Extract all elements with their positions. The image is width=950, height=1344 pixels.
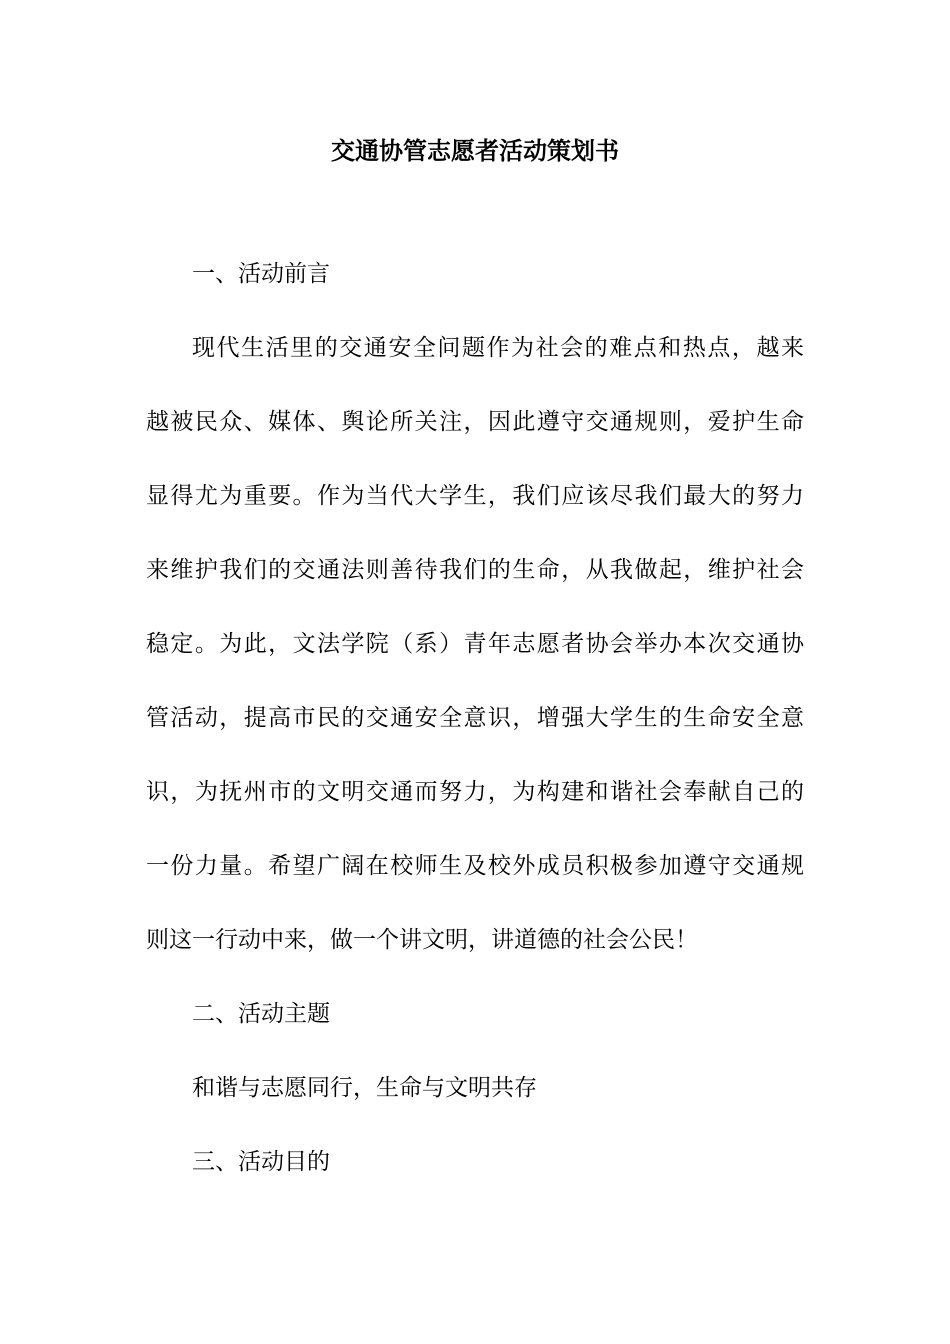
section-heading-theme: 二、活动主题 bbox=[192, 1001, 330, 1027]
paragraph-line: 则这一行动中来，做一个讲文明，讲道德的社会公民！ bbox=[146, 927, 698, 953]
section-heading-purpose: 三、活动目的 bbox=[192, 1149, 330, 1175]
paragraph-line: 管活动，提高市民的交通安全意识，增强大学生的生命安全意 bbox=[146, 705, 804, 731]
paragraph-line: 显得尤为重要。作为当代大学生，我们应该尽我们最大的努力 bbox=[146, 483, 804, 509]
document-body bbox=[146, 256, 806, 1218]
section-heading-preface: 一、活动前言 bbox=[192, 261, 330, 287]
document-title: 交通协管志愿者活动策划书 bbox=[331, 136, 619, 165]
paragraph-line: 和谐与志愿同行，生命与文明共存 bbox=[192, 1075, 537, 1101]
paragraph-line: 越被民众、媒体、舆论所关注，因此遵守交通规则，爱护生命 bbox=[146, 409, 804, 435]
paragraph-line: 来维护我们的交通法则善待我们的生命，从我做起，维护社会 bbox=[146, 557, 804, 583]
paragraph-line: 现代生活里的交通安全问题作为社会的难点和热点，越来 bbox=[192, 335, 804, 361]
paragraph-line: 识，为抚州市的文明交通而努力，为构建和谐社会奉献自己的 bbox=[146, 779, 804, 805]
paragraph-line: 一份力量。希望广阔在校师生及校外成员积极参加遵守交通规 bbox=[146, 853, 804, 879]
paragraph-line: 稳定。为此，文法学院（系）青年志愿者协会举办本次交通协 bbox=[146, 631, 804, 657]
